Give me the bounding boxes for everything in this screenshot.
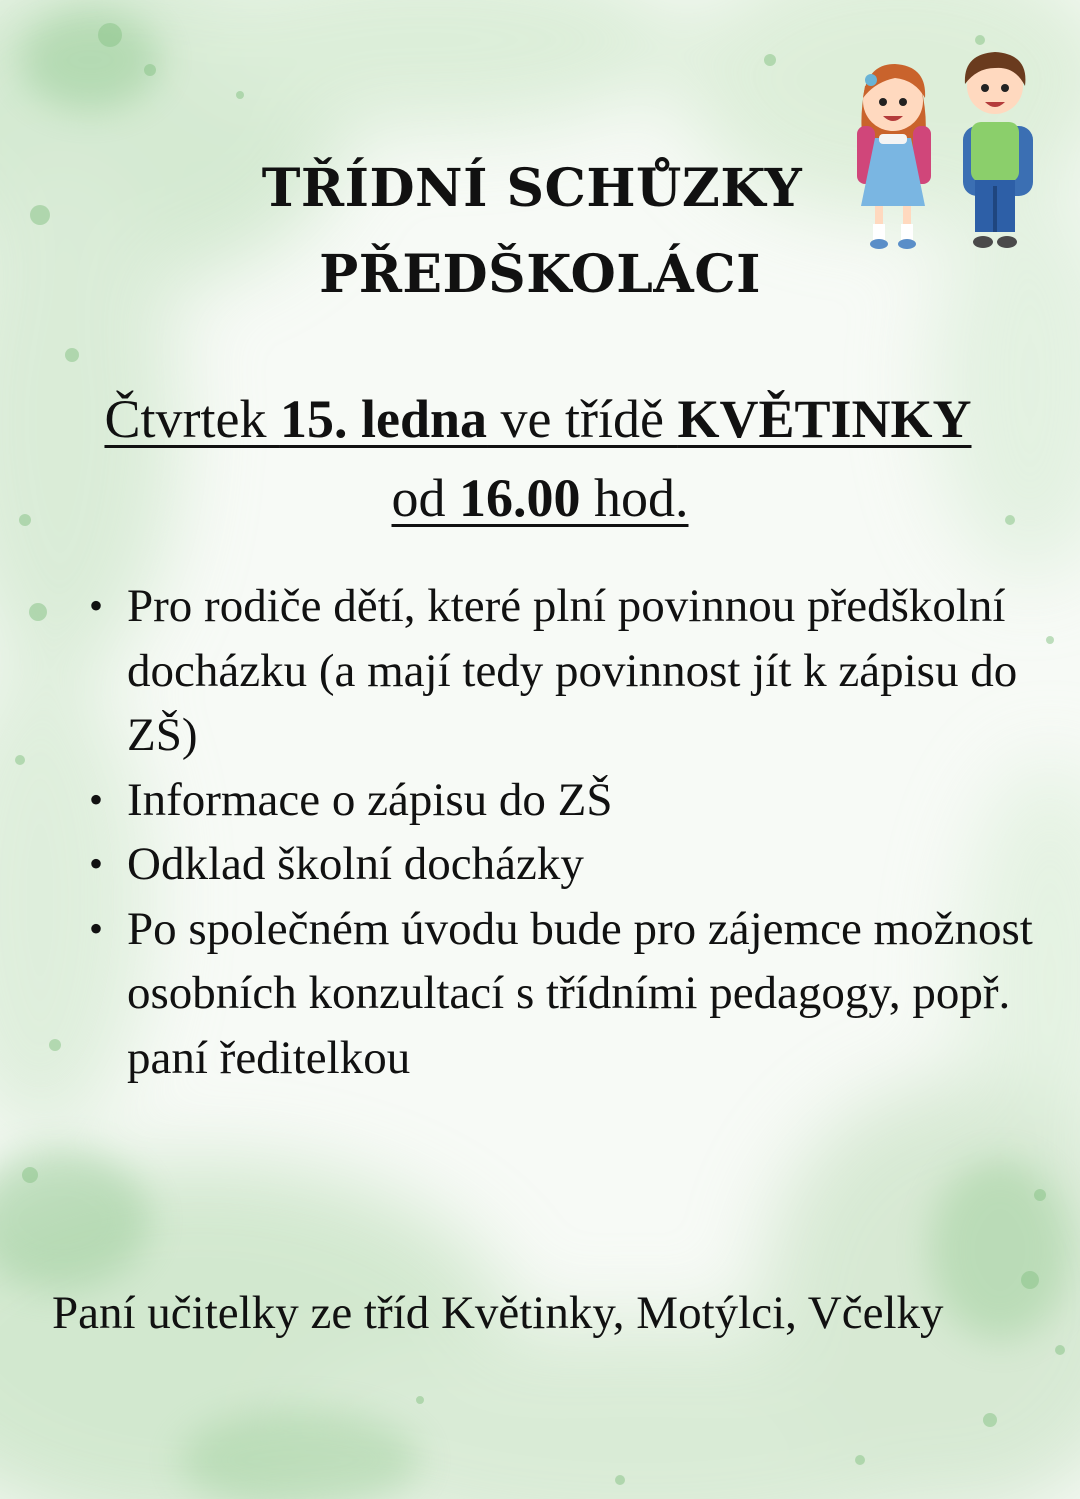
list-item-text: Odklad školní docházky [127,838,584,890]
list-item [80,897,1040,1091]
meeting-time: 16.00 [459,468,581,528]
girl-figure [857,64,931,249]
bullet-icon: • [89,841,104,886]
meeting-time-underlined [392,468,689,528]
list-item-text: Pro rodiče dětí, které plní povinnou předškolní docházku (a mají tedy povinnost jít k zápisu do ZŠ) [127,580,1018,761]
meeting-day: Čtvrtek [104,389,280,449]
title-line-1: TŘÍDNÍ SCHŮZKY [261,158,803,219]
footer-signature: Paní učitelky ze tříd Květinky, Motýlci, Včelky [52,1287,944,1339]
bullet-icon: • [89,583,104,628]
meeting-date: 15. ledna [279,389,488,449]
list-item [80,768,1040,833]
list-item-text: Informace o zápisu do ZŠ [127,773,613,826]
bullet-icon: • [89,776,104,822]
list-item [80,574,1040,768]
meeting-classroom: KVĚTINKY [677,389,972,449]
list-item-text: Po společném úvodu bude pro zájemce možnost osobních konzultací s třídními pedagogy, popř. paní ředitelkou [127,902,1033,1084]
meeting-date-line [0,379,1078,459]
meeting-time-line [0,458,1080,538]
info-bullet-list [80,574,1040,1090]
meeting-time-suffix: hod. [580,468,689,528]
meeting-place-prefix: ve třídě [487,389,678,449]
meeting-time-prefix: od [391,468,459,528]
bullet-icon: • [89,905,104,951]
title-line-2: PŘEDŠKOLÁCI [319,244,761,305]
boy-figure [963,52,1033,248]
meeting-date-underlined [104,389,971,449]
list-item [80,832,1040,897]
children-illustration [845,46,1045,266]
